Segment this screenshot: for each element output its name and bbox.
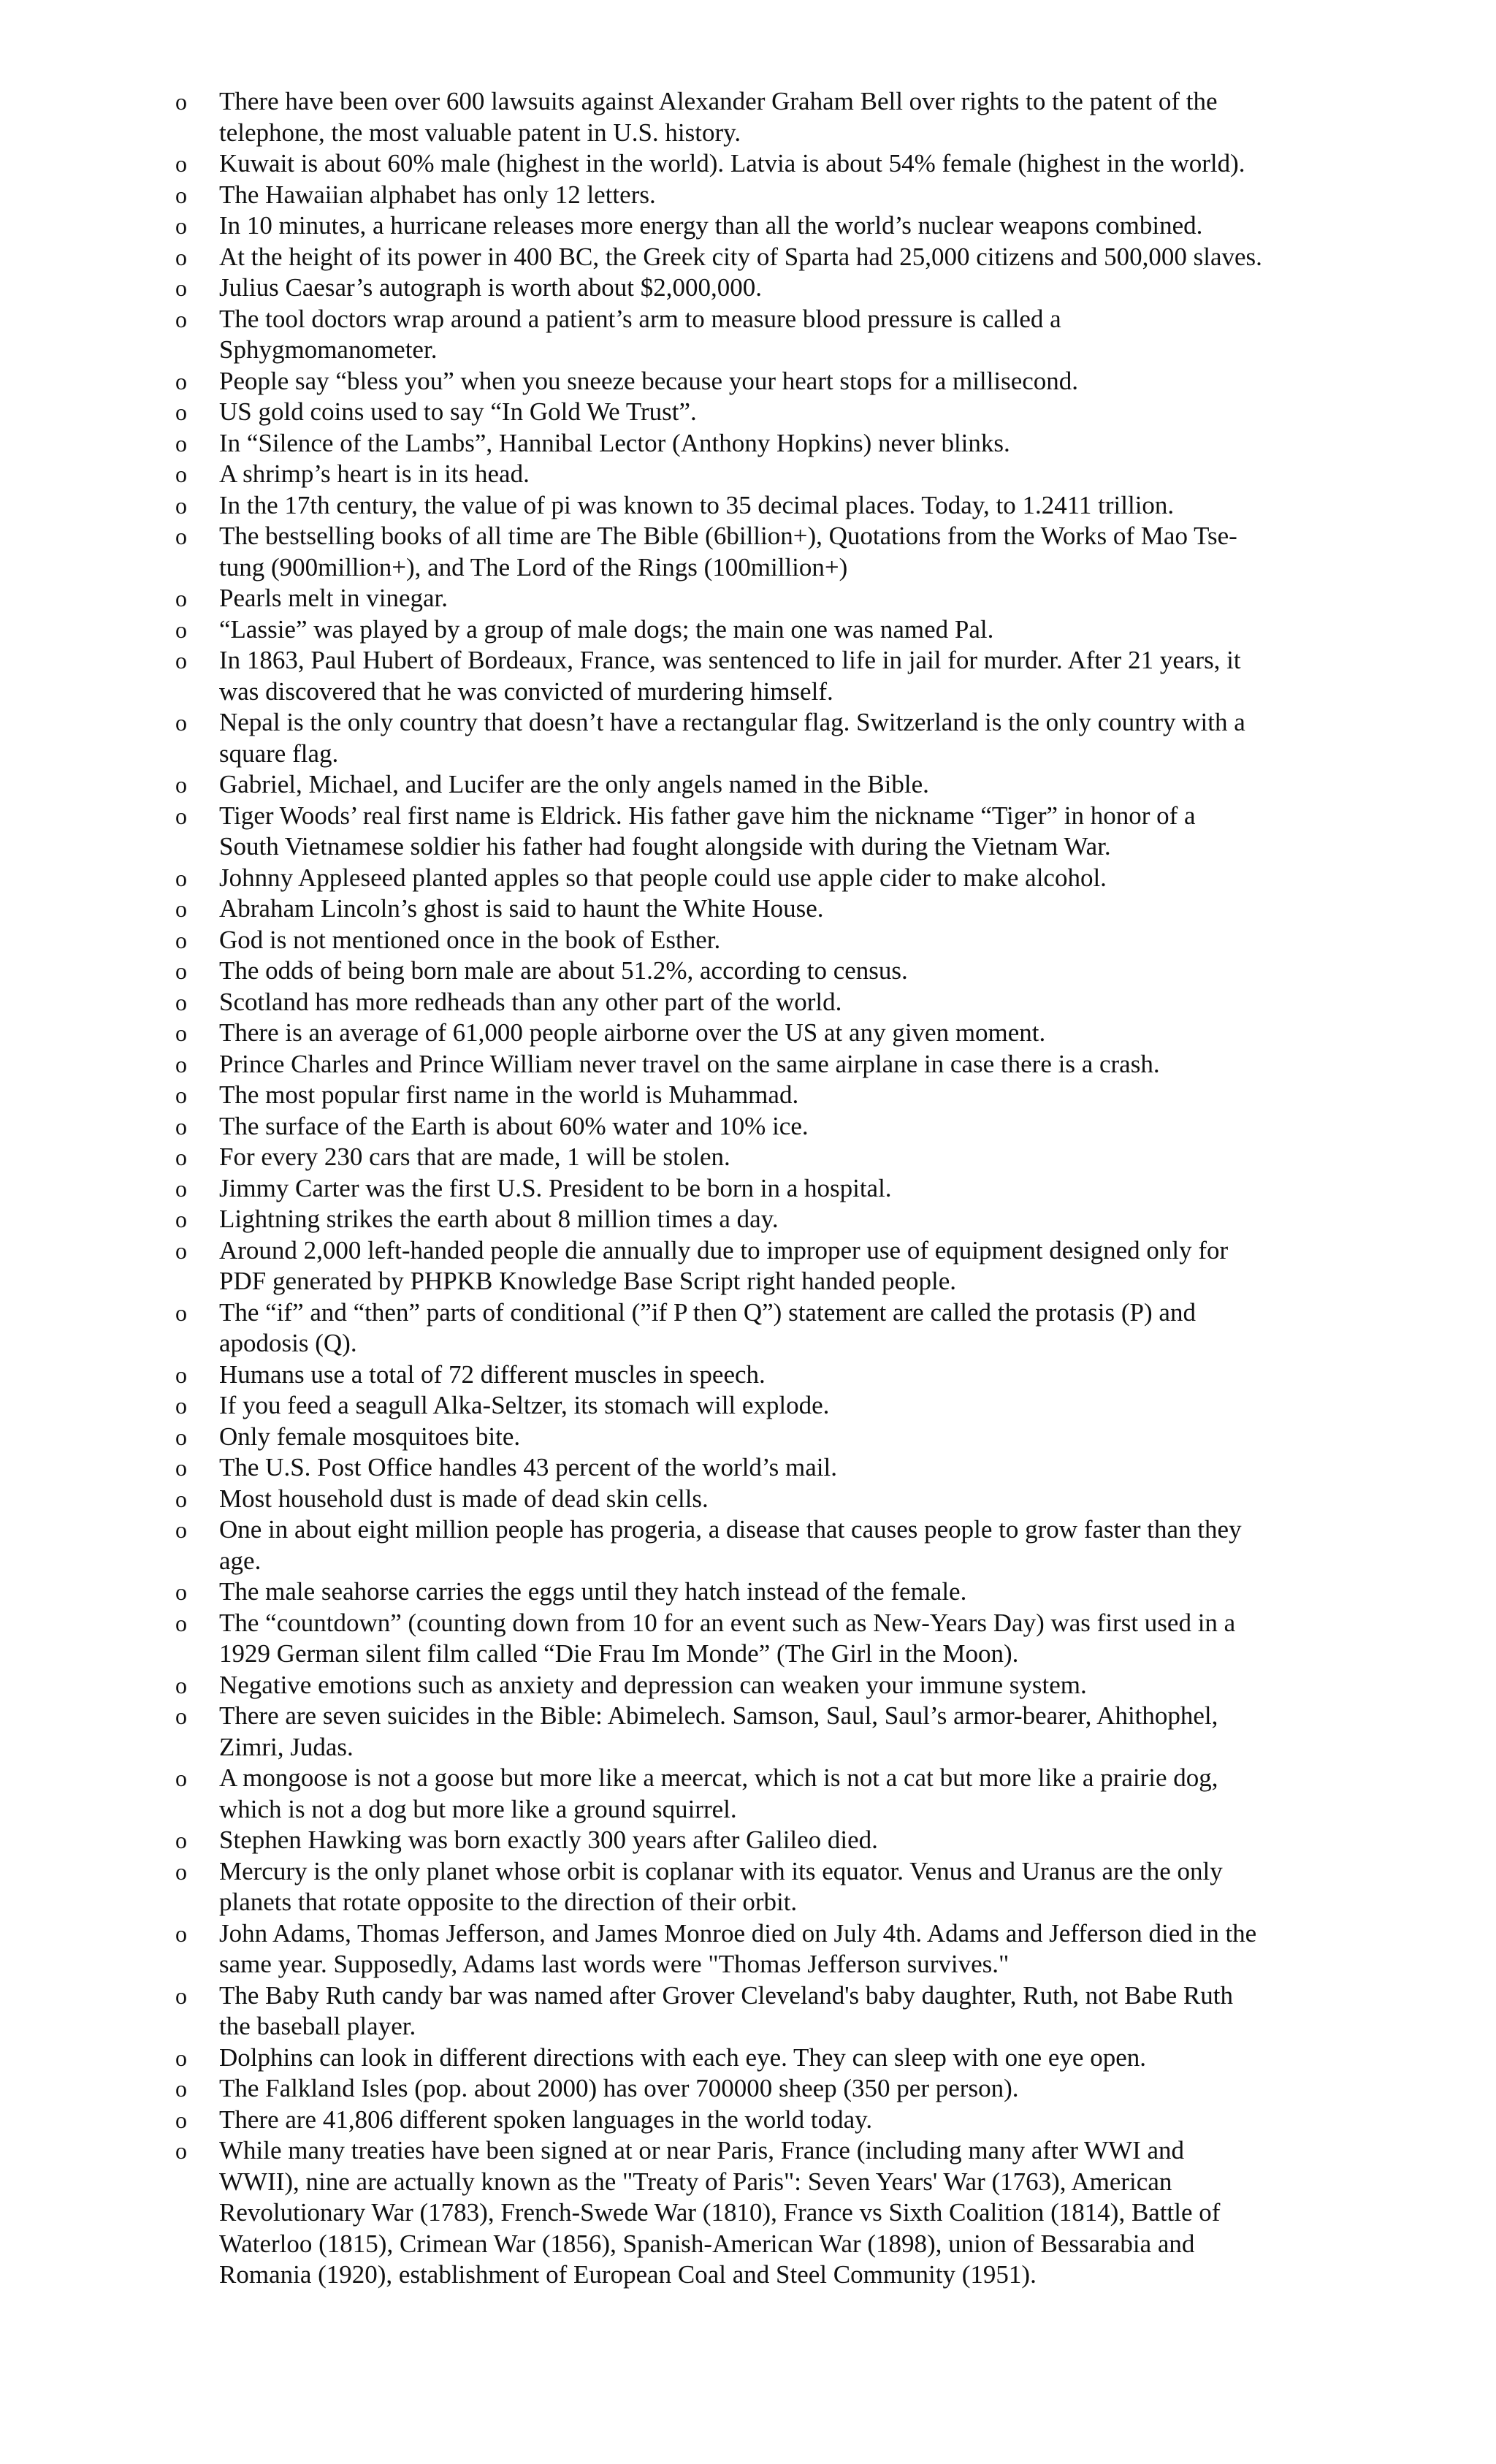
fact-text (219, 428, 1337, 459)
bullet-icon: o (175, 1175, 187, 1202)
bullet-icon: o (175, 1237, 187, 1264)
list-item (175, 769, 1337, 801)
fact-line: Prince Charles and Prince William never travel on the same airplane in case there is a crash. (219, 1049, 1160, 1078)
fact-text (219, 1204, 1337, 1235)
fact-line: Negative emotions such as anxiety and depression can weaken your immune system. (219, 1670, 1087, 1699)
bullet-icon: o (175, 523, 187, 549)
fact-text (219, 707, 1337, 769)
bullet-icon: o (175, 1609, 187, 1636)
bullet-icon: o (175, 430, 187, 457)
fact-line: Abraham Lincoln’s ghost is said to haunt the White House. (219, 894, 824, 923)
fact-text (219, 1608, 1337, 1670)
fact-line: same year. Supposedly, Adams last words were "Thomas Jefferson survives." (219, 1950, 1010, 1978)
list-item (175, 645, 1337, 707)
fact-line: was discovered that he was convicted of murdering himself. (219, 676, 833, 706)
fact-line: The Hawaiian alphabet has only 12 letters. (219, 180, 656, 209)
bullet-icon: o (175, 1671, 187, 1698)
fact-text (219, 86, 1337, 148)
fact-line: WWII), nine are actually known as the "Treaty of Paris": Seven Years' War (1763), American (219, 2167, 1172, 2196)
fact-text (219, 987, 1337, 1018)
fact-line: In the 17th century, the value of pi was known to 35 decimal places. Today, to 1.2411 trillion. (219, 490, 1175, 519)
list-item (175, 801, 1337, 863)
fact-text (219, 180, 1337, 211)
list-item (175, 1856, 1337, 1918)
bullet-icon: o (175, 1517, 187, 1543)
fact-text (219, 2042, 1337, 2074)
fact-text (219, 521, 1337, 583)
fact-line: South Vietnamese soldier his father had fought alongside with during the Vietnam War. (219, 832, 1111, 861)
bullet-icon: o (175, 1050, 187, 1077)
list-item (175, 1204, 1337, 1235)
list-item (175, 1825, 1337, 1856)
fact-line: The most popular first name in the world is Muhammad. (219, 1080, 799, 1109)
fact-line: There have been over 600 lawsuits against Alexander Graham Bell over rights to the patent of the (219, 87, 1218, 115)
bullet-icon: o (175, 213, 187, 239)
bullet-icon: o (175, 150, 187, 177)
bullet-icon: o (175, 958, 187, 984)
list-item (175, 148, 1337, 180)
fact-text (219, 1422, 1337, 1453)
fact-list (175, 86, 1337, 2291)
fact-text (219, 397, 1337, 428)
fact-line: In 10 minutes, a hurricane releases more energy than all the world’s nuclear weapons combined. (219, 211, 1203, 240)
list-item (175, 1359, 1337, 1391)
fact-line: Kuwait is about 60% male (highest in the world). Latvia is about 54% female (highest in the world). (219, 149, 1245, 178)
list-item (175, 397, 1337, 428)
list-item (175, 86, 1337, 148)
bullet-icon: o (175, 1144, 187, 1170)
fact-line: The U.S. Post Office handles 43 percent of the world’s mail. (219, 1453, 837, 1481)
fact-line: The surface of the Earth is about 60% water and 10% ice. (219, 1111, 809, 1140)
fact-text (219, 366, 1337, 397)
fact-line: square flag. (219, 739, 339, 768)
fact-line: Revolutionary War (1783), French-Swede War (1810), France vs Sixth Coalition (1814), Battle of (219, 2198, 1221, 2227)
bullet-icon: o (175, 275, 187, 301)
list-item (175, 428, 1337, 459)
fact-text (219, 1297, 1337, 1359)
bullet-icon: o (175, 2106, 187, 2133)
bullet-icon: o (175, 1361, 187, 1388)
fact-line: In 1863, Paul Hubert of Bordeaux, France, was sentenced to life in jail for murder. After 21 years, it (219, 646, 1241, 674)
fact-text (219, 1514, 1337, 1576)
fact-line: Sphygmomanometer. (219, 335, 438, 364)
fact-line: Zimri, Judas. (219, 1732, 354, 1761)
fact-line: PDF generated by PHPKB Knowledge Base Script right handed people. (219, 1267, 957, 1295)
list-item (175, 242, 1337, 273)
fact-text (219, 1235, 1337, 1297)
fact-line: A mongoose is not a goose but more like a meercat, which is not a cat but more like a prairie dog, (219, 1763, 1218, 1792)
fact-line: Scotland has more redheads than any other part of the world. (219, 987, 842, 1016)
list-item (175, 1422, 1337, 1453)
bullet-icon: o (175, 585, 187, 611)
bullet-icon: o (175, 1485, 187, 1512)
list-item (175, 1918, 1337, 1980)
fact-text (219, 925, 1337, 956)
fact-line: The Baby Ruth candy bar was named after Grover Cleveland's baby daughter, Ruth, not Babe Ruth (219, 1980, 1234, 2010)
list-item (175, 180, 1337, 211)
fact-line: US gold coins used to say “In Gold We Trust”. (219, 397, 697, 426)
fact-text (219, 893, 1337, 925)
fact-line: Nepal is the only country that doesn’t have a rectangular flag. Switzerland is the only country with a (219, 708, 1245, 736)
fact-line: Pearls melt in vinegar. (219, 584, 448, 612)
fact-text (219, 148, 1337, 180)
list-item (175, 614, 1337, 646)
list-item (175, 1297, 1337, 1359)
bullet-icon: o (175, 399, 187, 425)
fact-text (219, 1763, 1337, 1825)
bullet-icon: o (175, 1423, 187, 1450)
fact-line: John Adams, Thomas Jefferson, and James Monroe died on July 4th. Adams and Jefferson died in the (219, 1918, 1257, 1948)
fact-text (219, 1576, 1337, 1608)
bullet-icon: o (175, 1299, 187, 1326)
list-item (175, 707, 1337, 769)
fact-line: Only female mosquitoes bite. (219, 1422, 521, 1451)
fact-text (219, 614, 1337, 646)
list-item (175, 2105, 1337, 2136)
list-item (175, 521, 1337, 583)
fact-text (219, 769, 1337, 801)
bullet-icon: o (175, 709, 187, 736)
list-item (175, 863, 1337, 894)
fact-text (219, 863, 1337, 894)
fact-text (219, 242, 1337, 273)
list-item (175, 1576, 1337, 1608)
list-item (175, 893, 1337, 925)
fact-line: which is not a dog but more like a ground squirrel. (219, 1794, 737, 1823)
bullet-icon: o (175, 1858, 187, 1885)
list-item (175, 987, 1337, 1018)
fact-line: Most household dust is made of dead skin cells. (219, 1484, 709, 1513)
bullet-icon: o (175, 1206, 187, 1232)
list-item (175, 1452, 1337, 1484)
bullet-icon: o (175, 1920, 187, 1947)
bullet-icon: o (175, 305, 187, 332)
fact-line: People say “bless you” when you sneeze because your heart stops for a millisecond. (219, 366, 1079, 395)
list-item (175, 1670, 1337, 1701)
fact-line: apodosis (Q). (219, 1329, 357, 1357)
fact-line: planets that rotate opposite to the direction of their orbit. (219, 1888, 798, 1916)
fact-text (219, 1359, 1337, 1391)
fact-line: The “if” and “then” parts of conditional (”if P then Q”) statement are called the protasis (P) and (219, 1297, 1196, 1327)
fact-line: Lightning strikes the earth about 8 million times a day. (219, 1205, 779, 1233)
fact-text (219, 801, 1337, 863)
fact-line: Dolphins can look in different directions with each eye. They can sleep with one eye open. (219, 2042, 1147, 2072)
list-item (175, 490, 1337, 522)
fact-text (219, 490, 1337, 522)
fact-line: Romania (1920), establishment of European Coal and Steel Community (1951). (219, 2260, 1037, 2289)
fact-text (219, 583, 1337, 614)
list-item (175, 1701, 1337, 1763)
list-item (175, 956, 1337, 987)
fact-line: Humans use a total of 72 different muscles in speech. (219, 1359, 766, 1389)
bullet-icon: o (175, 1982, 187, 2009)
fact-text (219, 1701, 1337, 1763)
fact-line: At the height of its power in 400 BC, the Greek city of Sparta had 25,000 citizens and 500,000 slaves. (219, 242, 1262, 271)
fact-line: There are 41,806 different spoken languages in the world today. (219, 2105, 873, 2134)
bullet-icon: o (175, 616, 187, 643)
bullet-icon: o (175, 2137, 187, 2164)
list-item (175, 1049, 1337, 1080)
list-item (175, 1390, 1337, 1422)
list-item (175, 583, 1337, 614)
list-item (175, 1111, 1337, 1143)
fact-line: The tool doctors wrap around a patient’s arm to measure blood pressure is called a (219, 304, 1061, 333)
fact-line: The male seahorse carries the eggs until they hatch instead of the female. (219, 1577, 967, 1606)
fact-line: The bestselling books of all time are The Bible (6billion+), Quotations from the Works of Mao Tse- (219, 522, 1237, 550)
bullet-icon: o (175, 461, 187, 487)
bullet-icon: o (175, 926, 187, 953)
fact-text (219, 2073, 1337, 2105)
fact-line: A shrimp’s heart is in its head. (219, 459, 530, 488)
bullet-icon: o (175, 1392, 187, 1419)
fact-line: There is an average of 61,000 people airborne over the US at any given moment. (219, 1018, 1046, 1047)
bullet-icon: o (175, 771, 187, 798)
list-item (175, 1484, 1337, 1515)
fact-text (219, 1080, 1337, 1111)
list-item (175, 2073, 1337, 2105)
fact-text (219, 1825, 1337, 1856)
fact-text (219, 2105, 1337, 2136)
fact-text (219, 1111, 1337, 1143)
fact-line: Around 2,000 left-handed people die annually due to improper use of equipment designed only for (219, 1235, 1229, 1265)
list-item (175, 1173, 1337, 1205)
fact-text (219, 304, 1337, 366)
fact-text (219, 1173, 1337, 1205)
list-item (175, 925, 1337, 956)
fact-line: 1929 German silent film called “Die Frau Im Monde” (The Girl in the Moon). (219, 1639, 1019, 1668)
bullet-icon: o (175, 647, 187, 674)
fact-text (219, 645, 1337, 707)
list-item (175, 1980, 1337, 2042)
fact-line: tung (900million+), and The Lord of the Rings (100million+) (219, 552, 848, 581)
fact-text (219, 1980, 1337, 2042)
list-item (175, 2042, 1337, 2074)
list-item (175, 1235, 1337, 1297)
fact-line: Mercury is the only planet whose orbit is coplanar with its equator. Venus and Uranus are the only (219, 1856, 1223, 1885)
fact-line: While many treaties have been signed at or near Paris, France (including many after WWI and (219, 2136, 1185, 2164)
list-item (175, 2135, 1337, 2291)
fact-line: God is not mentioned once in the book of Esther. (219, 925, 721, 954)
fact-text (219, 459, 1337, 490)
bullet-icon: o (175, 181, 187, 208)
fact-text (219, 1452, 1337, 1484)
fact-line: Tiger Woods’ real first name is Eldrick. His father gave him the nickname “Tiger” in honor of a (219, 801, 1196, 830)
fact-line: The Falkland Isles (pop. about 2000) has over 700000 sheep (350 per person). (219, 2074, 1019, 2102)
fact-line: Gabriel, Michael, and Lucifer are the only angels named in the Bible. (219, 770, 929, 798)
list-item (175, 1080, 1337, 1111)
bullet-icon: o (175, 1454, 187, 1481)
bullet-icon: o (175, 896, 187, 922)
fact-text (219, 272, 1337, 304)
fact-line: Johnny Appleseed planted apples so that people could use apple cider to make alcohol. (219, 863, 1107, 892)
fact-line: the baseball player. (219, 2012, 416, 2040)
fact-text (219, 1484, 1337, 1515)
fact-text (219, 1018, 1337, 1049)
bullet-icon: o (175, 2075, 187, 2102)
fact-line: The odds of being born male are about 51.2%, according to census. (219, 956, 908, 985)
fact-line: There are seven suicides in the Bible: Abimelech. Samson, Saul, Saul’s armor-bearer, Ahithophel, (219, 1701, 1218, 1730)
fact-line: In “Silence of the Lambs”, Hannibal Lector (Anthony Hopkins) never blinks. (219, 428, 1010, 457)
fact-text (219, 1049, 1337, 1080)
fact-text (219, 1856, 1337, 1918)
fact-line: Jimmy Carter was the first U.S. President to be born in a hospital. (219, 1173, 892, 1202)
fact-text (219, 956, 1337, 987)
list-item (175, 1763, 1337, 1825)
bullet-icon: o (175, 988, 187, 1015)
fact-line: The “countdown” (counting down from 10 for an event such as New-Years Day) was first used in a (219, 1608, 1236, 1637)
fact-line: One in about eight million people has progeria, a disease that causes people to grow faster than they (219, 1515, 1242, 1544)
list-item (175, 210, 1337, 242)
bullet-icon: o (175, 864, 187, 891)
fact-line: For every 230 cars that are made, 1 will be stolen. (219, 1143, 730, 1171)
list-item (175, 1018, 1337, 1049)
bullet-icon: o (175, 243, 187, 270)
fact-text (219, 210, 1337, 242)
fact-text (219, 1390, 1337, 1422)
fact-text (219, 2135, 1337, 2291)
bullet-icon: o (175, 1020, 187, 1046)
fact-line: Julius Caesar’s autograph is worth about $2,000,000. (219, 273, 763, 302)
list-item (175, 366, 1337, 397)
bullet-icon: o (175, 802, 187, 829)
fact-text (219, 1670, 1337, 1701)
list-item (175, 1608, 1337, 1670)
list-item (175, 304, 1337, 366)
bullet-icon: o (175, 1765, 187, 1791)
bullet-icon: o (175, 367, 187, 394)
bullet-icon: o (175, 492, 187, 519)
bullet-icon: o (175, 1082, 187, 1108)
bullet-icon: o (175, 2044, 187, 2071)
fact-text (219, 1918, 1337, 1980)
bullet-icon: o (175, 88, 187, 115)
fact-text (219, 1142, 1337, 1173)
bullet-icon: o (175, 1579, 187, 1605)
fact-line: If you feed a seagull Alka-Seltzer, its stomach will explode. (219, 1391, 830, 1419)
fact-line: age. (219, 1546, 262, 1575)
fact-line: Stephen Hawking was born exactly 300 years after Galileo died. (219, 1826, 878, 1854)
bullet-icon: o (175, 1703, 187, 1729)
fact-line: telephone, the most valuable patent in U.S. history. (219, 118, 741, 147)
list-item (175, 272, 1337, 304)
fact-line: Waterloo (1815), Crimean War (1856), Spanish-American War (1898), union of Bessarabia and (219, 2229, 1195, 2258)
list-item (175, 459, 1337, 490)
fact-line: “Lassie” was played by a group of male dogs; the main one was named Pal. (219, 614, 994, 644)
bullet-icon: o (175, 1827, 187, 1853)
list-item (175, 1142, 1337, 1173)
bullet-icon: o (175, 1113, 187, 1140)
list-item (175, 1514, 1337, 1576)
